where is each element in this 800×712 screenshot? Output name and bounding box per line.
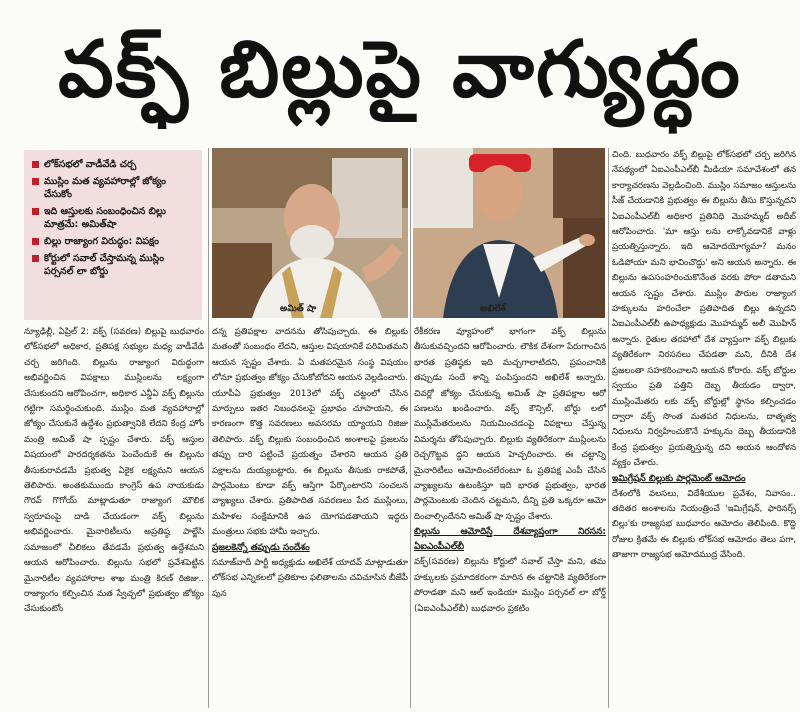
article-subheading: ప్రజలకెన్నో తప్పుడు సందేశం: [212, 542, 310, 553]
bullet-square-icon: [32, 255, 39, 262]
article-subheading: బిల్లును ఆమోదిస్తే దేశవ్యాప్తంగా నిరసన: ఏఐఎంపీఎల్‌బీ: [414, 527, 606, 553]
highlight-item: ఇది ఆస్తులకు సంబంధించిన బిల్లు మాత్రమే: అమిత్‌షా: [32, 205, 196, 231]
article-column-2: [212, 325, 408, 710]
article-paragraph: వక్ఫ్(సవరణ) బిల్లును కోర్టులో సవాల్ చేస్తా మని, తమ హక్కులకు ప్రమాదకరంగా మారిన ఈ చట్టానికి వ్యతిరేకంగా పోరాడతా మని ఆల్ ఇండియా ముస్లిం పర్సనల్ లా బోర్డ్ (ఏఐఎంపీఎల్‌బీ) బుధవారం ప్రకటిం: [414, 557, 606, 614]
highlight-item: లోక్‌సభలో వాడీవేడి చర్చ: [32, 158, 196, 171]
article-paragraph: రేకీకరణ వ్యూహంలో భాగంగా వక్ఫ్ బిల్లును తీసుకువచ్చిందని ఆరోపించారు. లౌకిక దేశంగా పేరుగాంచిన భారత ప్రతిష్ఠకు ఇది మచ్చగాలాటిదని, ప్రపంచానికి తప్పుడు సందే శాన్ని పంపిస్తుందని అఖిలేశ్ అన్నారు. చివర్లో జోక్యం చేసుకున్న అమిత్ షా ప్రతిపక్షాల ఆరో పణలను ఖండించారు. వక్ఫ్ కౌన్సిల్, బోర్డు లలో ముస్లిమేతరులను నియమించడంపై విపక్షాలు చేస్తున్న విమర్శను తోసిపుచ్చారు. బిల్లుకు వ్యతిరేకంగా ముస్లింలను రెచ్చగొట్టవ ద్దని ఆయన హెచ్చరించారు. ఈ చట్టాన్ని మైనారిటీలు ఆమోదించలేరంటూ ఓ ప్రతిపక్ష ఎంపీ చేసిన వ్యాఖ్యలను ఉటంకిస్తూ ఇది భారత ప్రభుత్వం, భారత పార్లమెంటుకు చెందిన చట్టమని, దీన్ని ప్రతి ఒక్కరూ ఆమో దించాల్సిందేనని అమిత్ షా స్పష్టం చేశారు.: [414, 327, 606, 522]
photo-caption: అఖిలేశ్: [480, 304, 506, 314]
bullet-square-icon: [32, 161, 39, 168]
bullet-square-icon: [32, 238, 39, 245]
photo-amit-shah: [212, 148, 408, 318]
column-divider: [208, 148, 209, 708]
article-subheading: ఇమిగ్రేషన్ బిల్లుకు పార్లమెంట్ ఆమోదం: [612, 473, 746, 484]
article-column-4: [612, 148, 796, 710]
column-divider: [608, 148, 609, 708]
bullet-square-icon: [32, 208, 39, 215]
article-paragraph: న్యూఢిల్లీ, ఏప్రిల్ 2: వక్ఫ్ (సవరణ) బిల్లుపై బుధవారం లోక్‌సభలో అధికార, ప్రతిపక్ష సభ్యుల మధ్య వాడీవేడి చర్చ జరిగింది. బిల్లును రాజ్యాంగ విరుద్ధంగా అభివర్ణించిన విపక్షాలు ముస్లింలను లక్ష్యంగా చేసుకుందని ఆరోపించగా, అధికార ఎన్డీఏ వక్ఫ్ బిల్లును గట్టిగా సమర్థించుకుంది. ముస్లిం మత వ్యవహారాల్లో జోక్యం చేసుకునే ఉద్దేశం ప్రభుత్వానికి లేదని కేంద్ర హోం మంత్రి అమిత్ షా స్పష్టం చేశారు. వక్ఫ్ ఆస్తుల విషయంలో పారదర్శకతను పెంచేందుకే ఈ బిల్లును తీసుకురావడమే ప్రభుత్వ ఏకైక లక్ష్యమని ఆయన తెలిపారు. అంతకుముందు కాంగ్రెస్ ఉప నాయకుడు గౌరవ్ గొగోయ్ మాట్లాడుతూ రాజ్యాంగ మౌలిక స్వరూపంపై దాడి చేయడంగా వక్ఫ్ బిల్లును అభివర్ణించారు. మైనారిటీలను అప్రతిష్ఠ పాల్జేసి సమాజంలో చీలికలు తేవడమే ప్రభుత్వ ఉద్దేశమని ఆయన ఆరోపించారు. బిల్లును సభలో ప్రవేశపెట్టిన మైనారిటీల వ్యవహారాల శాఖ మంత్రి కిరణ్ రిజిజు.. రాజ్యాంగం కల్పించిన మత స్వేచ్ఛలో ప్రభుత్వం జోక్యం చేసుకుంటోం: [24, 327, 204, 615]
photo-caption: అమిత్ షా: [280, 304, 317, 314]
article-paragraph: చింది. బుధవారం వక్ఫ్ బిల్లుపై లోక్‌సభలో చర్చ జరిగిన నేపథ్యంలో ఏఐఎంపీఎల్‌బీ మీడియా సమావేశంలో తన కార్యాచరణను వెల్లడించింది. ముస్లిం సమాజం ఆస్తులను సీజ్ చేయడానికి ప్రభుత్వం ఈ బిల్లును తీసు కొస్తున్నదని ఏఐఎంపీఎల్‌బీ అధికార ప్రతినిధి మొహమ్మద్ అదీబ్ ఆరోపించారు. 'మా ఆస్తు లను లాక్కోవడానికే వాళ్లు ప్రయత్నిస్తున్నారు. ఇది ఆమోదయోగ్యమా? మనం ఓడిపోయా మని భావించొద్దు' అని ఆయన అన్నారు. ఈ బిల్లును ఉపసంహరించుకొనేంత వరకు పోరా డతామని ఆయన స్పష్టం చేశారు. ముస్లిం పౌరుల రాజ్యాంగ హక్కులను హరించేలా ప్రతిపాదిత బిల్లు ఉన్నదని ఏఐఎంపీఎల్‌బీ ఉపాధ్యక్షుడు మొహమ్మద్ అలీ మొహిన్ అన్నారు. రైతుల తరహాలో దేశ వ్యాప్తంగా వక్ఫ్ బిల్లుకు వ్యతిరేకంగా నిరసనలు చేపడతా మని, దీనికి దేశ ప్రజలంతా సహకరించాలని ఆయన కోరారు. వక్ఫ్ బోర్డుల స్వయం ప్రతి పత్తిని దెబ్బ తీయడం ద్వారా, ముస్లింమేతరు లకు వక్ఫ్ బోర్డుల్లో స్థానం కల్పించడం ద్వారా వక్ఫ్ సొంత మతపర నిధులను, దాతృత్వ నిధులను నిర్వహించుకొనే హక్కును దెబ్బ తీయడానికి కేంద్ర ప్రభుత్వం ప్రయత్నిస్తున్న దని ఆయన ఆందోళన వ్యక్తం చేశారు.: [612, 150, 796, 469]
bullet-square-icon: [32, 178, 39, 185]
highlight-item: కోర్టులో సవాల్ చేస్తామన్న ముస్లిం పర్సనల్ లా బోర్డు: [32, 252, 196, 278]
article-column-1: [24, 325, 204, 710]
highlights-box: [24, 150, 202, 320]
column-divider: [410, 148, 411, 708]
article-column-3: [414, 325, 606, 710]
highlight-item: బిల్లు రాజ్యాంగ విరుద్ధం: విపక్షం: [32, 235, 196, 248]
article-paragraph: సమాజ్‌వాదీ పార్టీ అధ్యక్షుడు అఖిలేశ్ యాదవ్ మాట్లాడుతూ లోక్‌సభ ఎన్నికలలో ప్రతికూల ఫలితాలను చవిచూసిన బీజేపీ పున: [212, 557, 408, 599]
headline: వక్ఫ్ బిల్లుపై వాగ్యుద్ధం: [58, 25, 742, 115]
article-paragraph: దేశంలోకి వలసలు, విదేశీయుల ప్రవేశం, నివాసం.. తదితర అంశాలను నియంత్రించే 'ఇమిగ్రేషన్, ఫారినర్స్ బిల్లు'కు రాజ్యసభ బుధవారం ఆమోదం తెలిపింది. కొద్ది రోజుల క్రితమే ఈ బిల్లుకు లోక్‌సభ ఆమోదం తెలు పగా, తాజాగా రాజ్యసభ ఆమోదముద్ర వేసింది.: [612, 488, 796, 561]
highlight-item: ముస్లిం మత వ్యవహారాల్లో జోక్యం చేసుకోం: [32, 175, 196, 201]
photo-akhilesh: [413, 148, 605, 318]
article-paragraph: దన్న ప్రతిపక్షాల వాదనను తోసిపుచ్చారు. ఈ బిల్లుకు మతంతో సంబంధం లేదని, ఆస్తుల విషయానికే పరిమితమని ఆయన స్పష్టం చేశారు. ఏ మతపరమైన సంస్థ విషయం లోనూ ప్రభుత్వం జోక్యం చేసుకోబోదని ఆయన వెల్లడించారు. యూపీఏ ప్రభుత్వం 2013లో వక్ఫ్ చట్టంలో చేసిన మార్పులు ఇతర నిబంధనలపై ప్రభావం చూపాయని, ఈ కారణంగా కొత్త సవరణలు అవసరమ య్యాయని రిజిజు తెలిపారు. వక్ఫ్ బిల్లుకు సంబంధించిన అంశాలపై ప్రజలను తప్పు దారి పట్టించే ప్రయత్నం చేశారని ఆయన ప్రతి పక్షాలను దుయ్యబట్టారు. ఈ బిల్లును తీసుకు రాకపోతే, పార్లమెంటు కూడా వక్ఫ్ ఆస్తిగా పేర్కొంటారని సంచలన వ్యాఖ్యలు చేశారు. ప్రతిపాదిత సవరణలు పేద ముస్లింలు, మహిళల సంక్షేమానికి ఉప యోగపడతాయని ఇద్దరు మంత్రులు సభకు హామీ ఇచ్చారు.: [212, 327, 408, 538]
